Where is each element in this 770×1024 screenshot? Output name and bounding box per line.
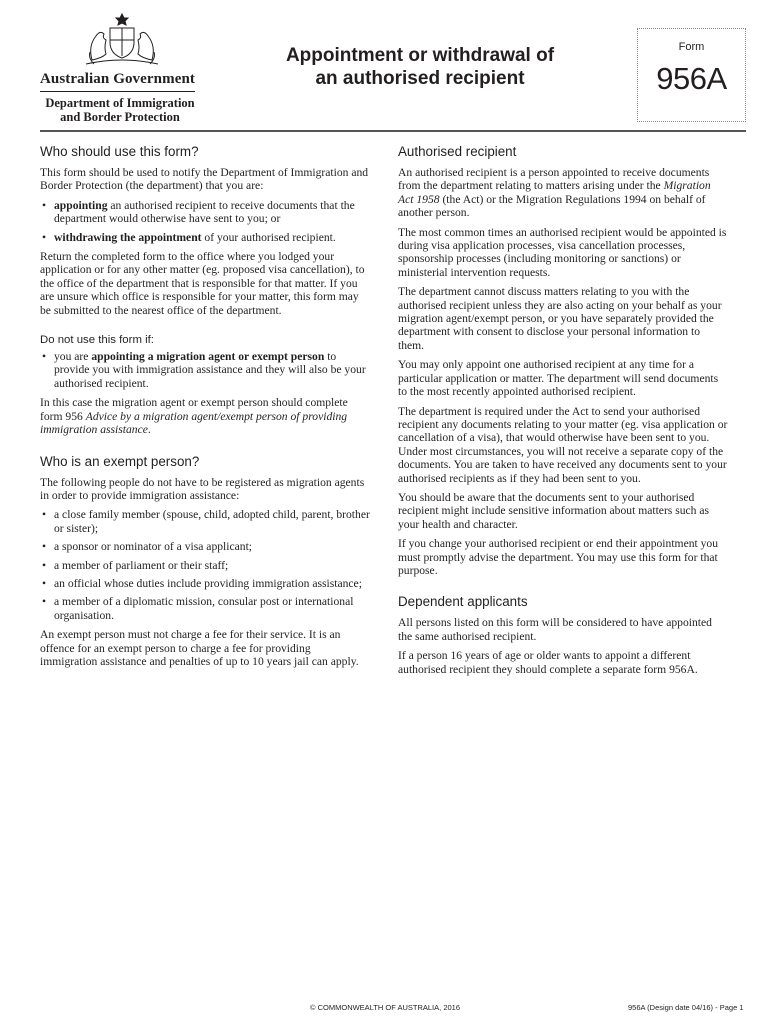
dependent-applicants-paragraph: If a person 16 years of age or older wants to appoint a different authorised recipient they should complete a separate form 956A. [398,649,698,676]
form-label: Form [678,41,705,53]
authorised-recipient-paragraph: You may only appoint one authorised recipient at any time for a particular application or matter. The department will send documents to the most recently appointed authorised recipient. [398,358,719,399]
migration-agent-note: In this case the migration agent or exempt person should complete form 956 Advice by a migration agent/exempt person of providing immigration assistance. [40,396,348,437]
do-not-use-list [40,350,370,390]
list-item: • a sponsor or nominator of a visa applicant; [40,540,370,553]
coat-of-arms-icon [72,12,172,68]
authorised-recipient-paragraph: The department is required under the Act to send your authorised recipient any documents relating to your matter (eg. visa application or cancellation of a visa), that would otherwise have been sent to you. Under most circumstances, you will not receive a separate copy of the documents. You are taken to have received any documents sent to your authorised recipients as if they had been sent to you. [398,404,728,485]
form-number-box [637,28,746,122]
return-instructions: Return the completed form to the office where you lodged your application or for any other matter (eg. proposed visa cancellation), to the office of the department that is responsible for that matter. If you are unsure which office is responsible for your matter, this form may be submitted to the nearest office of the department. [40,250,365,317]
dependent-applicants-paragraph: All persons listed on this form will be considered to have appointed the same authorised recipient. [398,616,712,643]
authorised-recipient-paragraph: The department cannot discuss matters relating to you with the authorised recipient unless they are also acting on your behalf as your migration agent/exempt person, or you have separately provided the department with consent to disclose your personal information to them. [398,285,722,352]
exempt-person-intro: The following people do not have to be registered as migration agents in order to provide immigration assistance: [40,475,365,502]
page-info: 956A (Design date 04/16) - Page 1 [628,1003,744,1012]
authorised-recipient-paragraph: The most common times an authorised recipient would be appointed is during visa application processes, visa cancellation processes, sponsorship processes (including monitoring or sanctions) or ministerial intervention requests. [398,225,727,279]
government-rule [40,91,195,92]
left-column [40,143,370,674]
title-line-1: Appointment or withdrawal of [285,45,555,66]
list-item: • withdrawing the appointment of your authorised recipient. [40,231,370,244]
list-item: • appointing an authorised recipient to receive documents that the department would otherwise have sent to you; or [40,199,370,226]
dependent-applicants-heading: Dependent applicants [398,594,528,610]
list-item: • a close family member (spouse, child, adopted child, parent, brother or sister); [40,508,370,535]
exempt-person-list [40,508,370,622]
exempt-person-heading: Who is an exempt person? [40,453,200,469]
header-divider [40,130,746,132]
government-name: Australian Government [40,71,196,87]
right-column [398,143,728,682]
form-number: 956A [656,61,727,96]
list-item: • an official whose duties include providing immigration assistance; [40,577,370,590]
list-item: • a member of parliament or their staff; [40,559,370,572]
do-not-use-heading: Do not use this form if: [40,334,154,347]
authorised-recipient-paragraph: You should be aware that the documents sent to your authorised recipient might include sensitive information about matters such as your health and character. [398,490,710,531]
authorised-recipient-paragraph: An authorised recipient is a person appointed to receive documents from the department relating to matters arising under the Migration Act 1958 (the Act) or the Migration Regulations 1994 on behalf of another person. [398,166,711,220]
authorised-recipient-heading: Authorised recipient [398,144,517,159]
page-title [270,44,570,90]
who-should-use-heading: Who should use this form? [40,144,199,159]
department-name [40,96,200,124]
list-item: • you are appointing a migration agent or exempt person to provide you with immigration assistance and they will also be your authorised recipient. [40,350,370,390]
list-item: • a member of a diplomatic mission, consular post or international organisation. [40,595,370,622]
authorised-recipient-paragraph: If you change your authorised recipient or end their appointment you must promptly advise the department. You may use this form for that purpose. [398,537,719,577]
department-line-2: and Border Protection [60,110,180,124]
department-line-1: Department of Immigration [45,96,195,110]
copyright-notice: © COMMONWEALTH OF AUSTRALIA, 2016 [310,1003,460,1012]
exempt-person-closing: An exempt person must not charge a fee for their service. It is an offence for an exempt person to charge a fee for providing immigration assistance and penalties of up to 10 years jail can apply. [40,628,359,668]
who-should-use-intro: This form should be used to notify the Department of Immigration and Border Protection (the department) that you are: [40,166,369,193]
who-should-use-list [40,199,370,244]
title-line-2: an authorised recipient [315,68,525,89]
